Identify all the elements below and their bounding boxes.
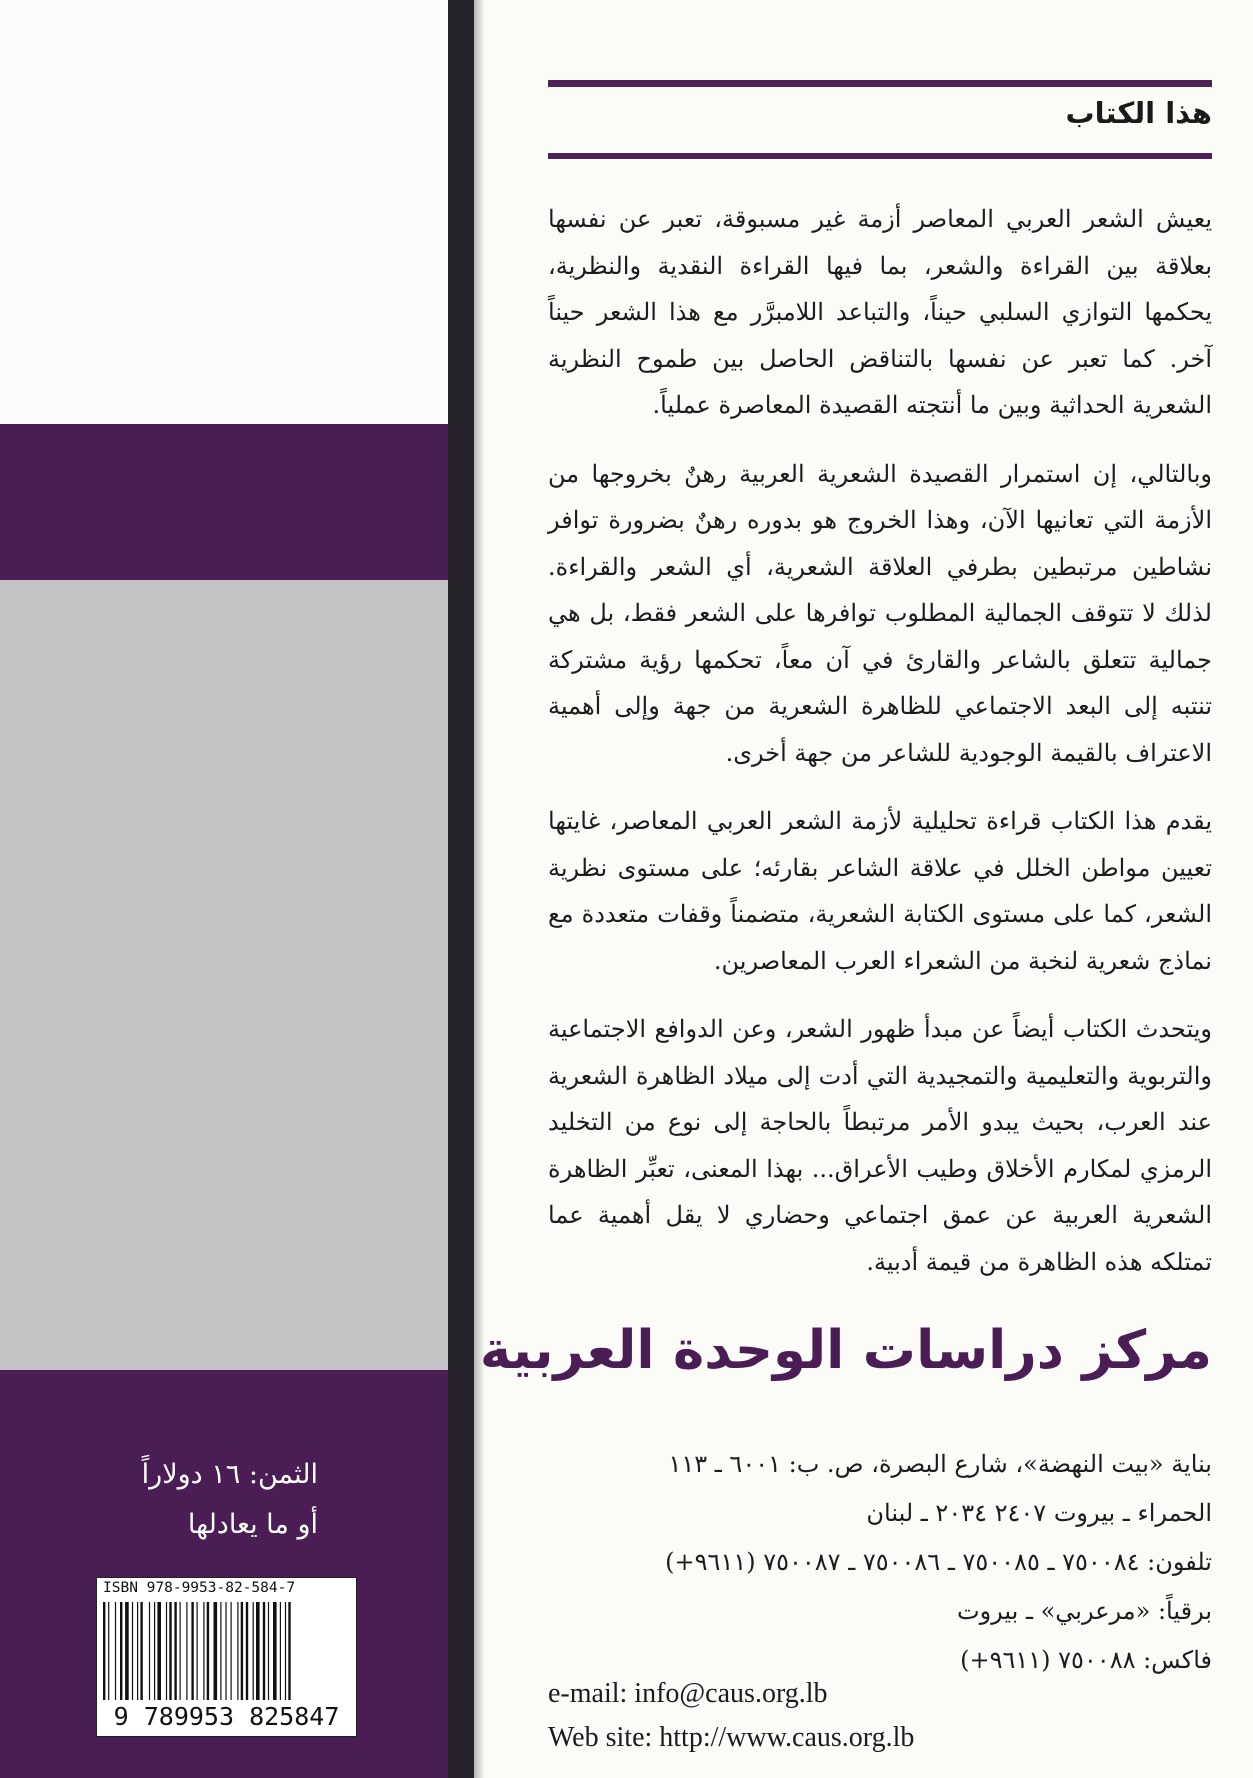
blurb-paragraph: ويتحدث الكتاب أيضاً عن مبدأ ظهور الشعر، وعن الدوافع الاجتماعية والتربوية والتعليمية والتمجيدية التي أدت إلى ميلاد الظاهرة الشعرية عند العرب، بحيث يبدو الأمر مرتبطاً بالحاجة إلى نوع من التخليد الرمزي لمكارم الأخلاق وطيب الأعراق... بهذا المعنى، تعبِّر الظاهرة الشعرية العربية عن عمق اجتماعي وحضاري لا يقل أهمية عما تمتلكه هذه الظاهرة من قيمة أدبية. <box>548 1015 1212 1276</box>
price-line: الثمن: ١٦ دولاراً <box>141 1459 318 1490</box>
title-rule-top <box>548 80 1212 87</box>
title-rule-bottom <box>548 153 1212 159</box>
barcode-digits: 9 789953 825847 <box>113 1702 340 1731</box>
spine-edge <box>448 0 474 1778</box>
blurb-text <box>548 196 1212 1307</box>
contact-info <box>548 1672 914 1760</box>
address-line: بناية «بيت النهضة»، شارع البصرة، ص. ب: ٦٠٠١ ـ ١١٣ <box>668 1450 1212 1478</box>
fax-line: فاكس: ٧٥٠٠٨٨ (٩٦١١+) <box>960 1646 1212 1674</box>
publisher-name: مركز دراسات الوحدة العربية <box>479 1320 1212 1381</box>
spine-shadow <box>474 0 484 1778</box>
blurb-paragraph: يقدم هذا الكتاب قراءة تحليلية لأزمة الشعر العربي المعاصر، غايتها تعيين مواطن الخلل في علاقة الشاعر بقارئه؛ على مستوى نظرية الشعر، كما على مستوى الكتابة الشعرية، متضمناً وقفات متعددة مع نماذج شعرية لنخبة من الشعراء العرب المعاصرين. <box>548 807 1212 975</box>
grey-panel <box>0 580 460 1370</box>
price-equivalent-line: أو ما يعادلها <box>187 1509 318 1540</box>
address-line: الحمراء ـ بيروت ٢٤٠٧ ٢٠٣٤ ـ لبنان <box>866 1499 1212 1527</box>
website-line: Web site: http://www.caus.org.lb <box>548 1722 915 1753</box>
blurb-paragraph: يعيش الشعر العربي المعاصر أزمة غير مسبوقة، تعبر عن نفسها بعلاقة بين القراءة والشعر، بما فيها القراءة النقدية والنظرية، يحكمها التوازي السلبي حيناً، والتباعد اللامبرَّر مع هذا الشعر حيناً آخر. كما تعبر عن نفسها بالتناقض الحاصل بين طموح النظرية الشعرية الحداثية وبين ما أنتجته القصيدة المعاصرة عملياً. <box>548 205 1212 419</box>
publisher-address <box>548 1440 1212 1685</box>
isbn-label: ISBN 978-9953-82-584-7 <box>103 1580 296 1596</box>
section-title: هذا الكتاب <box>1065 96 1212 130</box>
telegram-line: برقياً: «مرعربي» ـ بيروت <box>956 1597 1212 1625</box>
barcode-bars <box>103 1602 350 1700</box>
price-label <box>98 1450 318 1550</box>
email-line: e-mail: info@caus.org.lb <box>548 1678 828 1709</box>
barcode <box>96 1577 357 1737</box>
blurb-paragraph: وبالتالي، إن استمرار القصيدة الشعرية العربية رهنٌ بخروجها من الأزمة التي تعانيها الآن، وهذا الخروج هو بدوره رهنٌ بضرورة توافر نشاطين مرتبطين بطرفي العلاقة الشعرية، أي الشعر والقراءة. لذلك لا تتوقف الجمالية المطلوب توافرها على الشعر فقط، بل هي جمالية تتعلق بالشاعر والقارئ في آن معاً، تحكمها رؤية مشتركة تنتبه إلى البعد الاجتماعي للظاهرة الشعرية من جهة وإلى أهمية الاعتراف بالقيمة الوجودية للشاعر من جهة أخرى. <box>548 459 1212 767</box>
phone-line: تلفون: ٧٥٠٠٨٤ ـ ٧٥٠٠٨٥ ـ ٧٥٠٠٨٦ ـ ٧٥٠٠٨٧ (٩٦١١+) <box>665 1548 1212 1576</box>
